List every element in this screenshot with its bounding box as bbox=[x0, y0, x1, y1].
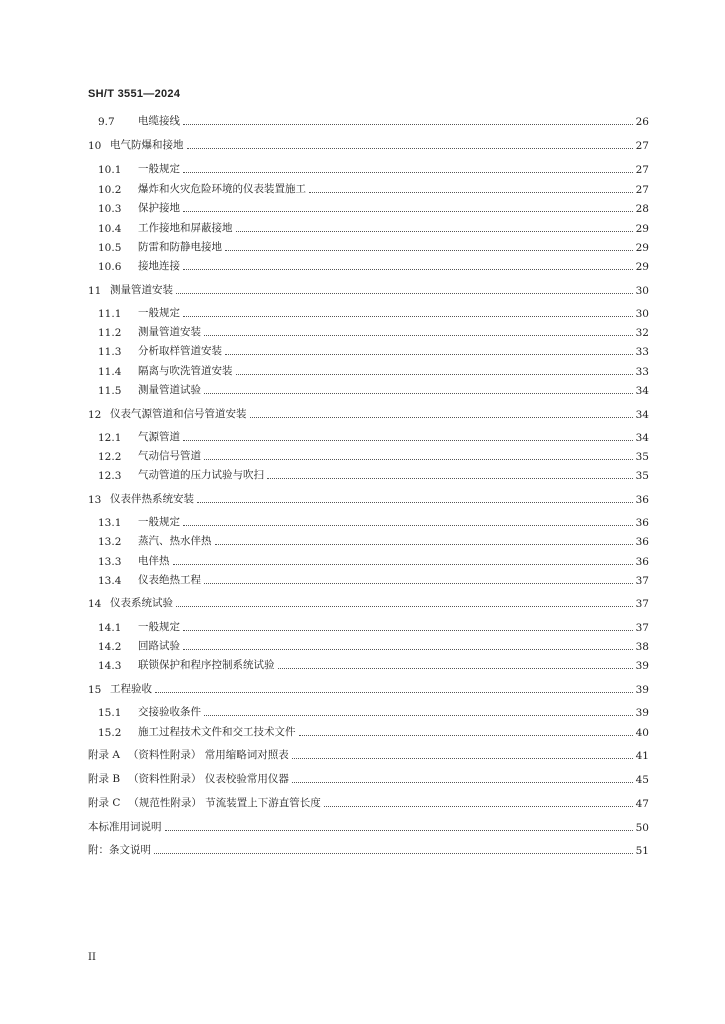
toc-entry-title: （规范性附录） 节流装置上下游直管长度 bbox=[128, 797, 321, 809]
toc-entry[interactable] bbox=[98, 447, 649, 463]
dot-leader bbox=[183, 315, 633, 317]
toc-entry-number: 10.3 bbox=[98, 203, 122, 215]
toc-entry-number: 11.1 bbox=[98, 308, 122, 320]
dot-leader bbox=[183, 171, 633, 173]
toc-entry[interactable] bbox=[98, 304, 649, 320]
toc-entry-title: 工程验收 bbox=[110, 683, 152, 695]
toc-entry-title: 气源管道 bbox=[138, 431, 180, 443]
toc-entry-title: 施工过程技术文件和交工技术文件 bbox=[138, 726, 296, 738]
toc-entry-title: 附：条文说明 bbox=[88, 844, 151, 856]
toc-entry-title: 电气防爆和接地 bbox=[110, 139, 184, 151]
dot-leader bbox=[176, 605, 633, 607]
toc-entry-title: 回路试验 bbox=[138, 640, 180, 652]
toc-entry-number: 11 bbox=[88, 285, 102, 297]
toc-entry-title: 隔离与吹洗管道安装 bbox=[138, 365, 233, 377]
toc-entry[interactable] bbox=[98, 112, 649, 128]
toc-entry-number: 12.1 bbox=[98, 432, 122, 444]
toc-entry-page: 30 bbox=[635, 285, 649, 297]
toc-entry-page: 27 bbox=[635, 164, 649, 176]
toc-entry-page: 29 bbox=[635, 261, 649, 273]
toc-entry-title: 交接验收条件 bbox=[138, 706, 201, 718]
toc-entry-number: 11.2 bbox=[98, 327, 122, 339]
toc-entry-number: 14.1 bbox=[98, 622, 122, 634]
toc-entry[interactable] bbox=[88, 841, 649, 857]
toc-entry-page: 34 bbox=[635, 409, 649, 421]
toc-entry-title: 测量管道试验 bbox=[138, 384, 201, 396]
toc-entry-title: 电伴热 bbox=[138, 555, 170, 567]
dot-leader bbox=[292, 757, 633, 759]
toc-entry-page: 35 bbox=[635, 451, 649, 463]
toc-entry-number: 13.1 bbox=[98, 517, 122, 529]
dot-leader bbox=[309, 191, 633, 193]
dot-leader bbox=[204, 334, 633, 336]
toc-entry-page: 30 bbox=[635, 308, 649, 320]
toc-entry-number: 14.3 bbox=[98, 660, 122, 672]
toc-entry-number: 12.3 bbox=[98, 470, 122, 482]
toc-entry-page: 39 bbox=[635, 660, 649, 672]
toc-entry-number: 10.4 bbox=[98, 223, 122, 235]
toc-entry[interactable] bbox=[98, 257, 649, 273]
toc-entry-title: 仪表气源管道和信号管道安装 bbox=[110, 408, 247, 420]
dot-leader bbox=[176, 292, 633, 294]
toc-entry-page: 38 bbox=[635, 641, 649, 653]
toc-entry-number: 15.2 bbox=[98, 727, 122, 739]
dot-leader bbox=[183, 629, 633, 631]
toc-entry[interactable] bbox=[98, 723, 649, 739]
dot-leader bbox=[183, 648, 633, 650]
toc-entry[interactable] bbox=[98, 199, 649, 215]
toc-entry-page: 34 bbox=[635, 385, 649, 397]
toc-entry-page: 37 bbox=[635, 598, 649, 610]
toc-entry-number: 10.6 bbox=[98, 261, 122, 273]
toc-entry[interactable] bbox=[98, 571, 649, 587]
toc-entry[interactable] bbox=[98, 618, 649, 634]
dot-leader bbox=[215, 543, 633, 545]
toc-entry-number: 9.7 bbox=[98, 116, 115, 128]
toc-entry-title: 保护接地 bbox=[138, 202, 180, 214]
toc-entry-title: 测量管道安装 bbox=[138, 326, 201, 338]
toc-entry-page: 32 bbox=[635, 327, 649, 339]
toc-entry-page: 50 bbox=[635, 822, 649, 834]
toc-entry-title: 气动信号管道 bbox=[138, 450, 201, 462]
toc-entry-page: 27 bbox=[635, 184, 649, 196]
toc-entry[interactable] bbox=[98, 342, 649, 358]
toc-entry-page: 39 bbox=[635, 684, 649, 696]
toc-entry[interactable] bbox=[88, 281, 649, 297]
toc-entry-page: 36 bbox=[635, 556, 649, 568]
toc-entry-title: 蒸汽、热水伴热 bbox=[138, 535, 212, 547]
toc-entry-title: （资料性附录） 常用缩略词对照表 bbox=[127, 749, 289, 761]
toc-entry-title: 仪表绝热工程 bbox=[138, 574, 201, 586]
toc-entry-title: 仪表系统试验 bbox=[110, 597, 173, 609]
toc-entry[interactable] bbox=[98, 362, 649, 378]
toc-entry[interactable] bbox=[88, 746, 649, 762]
toc-entry-title: 分析取样管道安装 bbox=[138, 345, 222, 357]
dot-leader bbox=[292, 781, 633, 783]
toc-entry-title: 一般规定 bbox=[138, 163, 180, 175]
toc-entry[interactable] bbox=[98, 637, 649, 653]
toc-entry[interactable] bbox=[98, 552, 649, 568]
toc-entry[interactable] bbox=[88, 818, 649, 834]
dot-leader bbox=[225, 353, 633, 355]
toc-entry-title: 工作接地和屏蔽接地 bbox=[138, 222, 233, 234]
toc-entry-page: 37 bbox=[635, 622, 649, 634]
dot-leader bbox=[183, 210, 633, 212]
toc-entry-title: 气动管道的压力试验与吹扫 bbox=[138, 469, 264, 481]
toc-entry-page: 40 bbox=[635, 727, 649, 739]
dot-leader bbox=[183, 268, 633, 270]
toc-entry-page: 27 bbox=[635, 140, 649, 152]
toc-entry[interactable] bbox=[88, 490, 649, 506]
toc-entry[interactable] bbox=[98, 428, 649, 444]
toc-entry[interactable] bbox=[98, 238, 649, 254]
toc-entry-title: 测量管道安装 bbox=[110, 284, 173, 296]
dot-leader bbox=[183, 439, 633, 441]
toc-entry-title: 爆炸和火灾危险环境的仪表装置施工 bbox=[138, 183, 306, 195]
toc-entry-page: 36 bbox=[635, 517, 649, 529]
toc-entry-page: 36 bbox=[635, 536, 649, 548]
dot-leader bbox=[267, 477, 633, 479]
toc-entry-number: 10.1 bbox=[98, 164, 122, 176]
toc-entry-number: 14 bbox=[88, 598, 102, 610]
dot-leader bbox=[250, 416, 633, 418]
dot-leader bbox=[225, 249, 633, 251]
dot-leader bbox=[183, 524, 633, 526]
toc-entry-page: 28 bbox=[635, 203, 649, 215]
toc-entry-title: 一般规定 bbox=[138, 621, 180, 633]
toc-entry-page: 33 bbox=[635, 346, 649, 358]
toc-entry-title: 防雷和防静电接地 bbox=[138, 241, 222, 253]
dot-leader bbox=[236, 230, 633, 232]
toc-entry-page: 35 bbox=[635, 470, 649, 482]
toc-entry[interactable] bbox=[98, 180, 649, 196]
toc-entry-title: 本标准用词说明 bbox=[88, 821, 162, 833]
toc-entry[interactable] bbox=[98, 323, 649, 339]
dot-leader bbox=[236, 373, 633, 375]
toc-entry-page: 29 bbox=[635, 223, 649, 235]
dot-leader bbox=[204, 714, 633, 716]
toc-entry-page: 41 bbox=[635, 750, 649, 762]
toc-entry-title: 一般规定 bbox=[138, 307, 180, 319]
dot-leader bbox=[155, 691, 633, 693]
toc-entry-number: 10.2 bbox=[98, 184, 122, 196]
toc-entry-page: 47 bbox=[635, 798, 649, 810]
dot-leader bbox=[187, 147, 633, 149]
toc-entry-number: 15.1 bbox=[98, 707, 122, 719]
toc-entry-title: 一般规定 bbox=[138, 516, 180, 528]
toc-entry[interactable] bbox=[88, 794, 649, 810]
toc-entry[interactable] bbox=[98, 219, 649, 235]
toc-entry[interactable] bbox=[98, 532, 649, 548]
toc-entry[interactable] bbox=[88, 680, 649, 696]
toc-entry[interactable] bbox=[88, 594, 649, 610]
toc-entry-title: 电缆接线 bbox=[138, 115, 180, 127]
dot-leader bbox=[324, 805, 633, 807]
dot-leader bbox=[204, 458, 633, 460]
toc-entry[interactable] bbox=[98, 466, 649, 482]
toc-entry-page: 37 bbox=[635, 575, 649, 587]
toc-entry-page: 39 bbox=[635, 707, 649, 719]
dot-leader bbox=[154, 852, 633, 854]
toc-entry-title: 接地连接 bbox=[138, 260, 180, 272]
dot-leader bbox=[173, 563, 633, 565]
toc-entry[interactable] bbox=[88, 405, 649, 421]
toc-entry-number: 10.5 bbox=[98, 242, 122, 254]
toc-entry-title: （资料性附录） 仪表校验常用仪器 bbox=[128, 773, 289, 785]
toc-entry[interactable] bbox=[88, 136, 649, 152]
dot-leader bbox=[183, 123, 633, 125]
toc-entry-page: 26 bbox=[635, 116, 649, 128]
dot-leader bbox=[165, 829, 633, 831]
toc-entry-page: 51 bbox=[635, 845, 649, 857]
toc-entry-number: 10 bbox=[88, 140, 102, 152]
toc-entry-number: 附录 A bbox=[88, 749, 120, 761]
toc-entry-number: 11.4 bbox=[98, 366, 122, 378]
toc-entry-number: 11.5 bbox=[98, 385, 122, 397]
toc-entry-page: 29 bbox=[635, 242, 649, 254]
toc-entry-number: 13.4 bbox=[98, 575, 122, 587]
toc-entry-title: 联锁保护和程序控制系统试验 bbox=[138, 659, 275, 671]
toc-entry-number: 11.3 bbox=[98, 346, 122, 358]
toc-entry[interactable] bbox=[98, 513, 649, 529]
toc-entry[interactable] bbox=[98, 703, 649, 719]
toc-entry[interactable] bbox=[98, 656, 649, 672]
toc-entry-page: 36 bbox=[635, 494, 649, 506]
dot-leader bbox=[299, 734, 633, 736]
toc-entry-number: 13.3 bbox=[98, 556, 122, 568]
dot-leader bbox=[204, 392, 633, 394]
toc-entry-number: 附录 C bbox=[88, 797, 121, 809]
toc-entry[interactable] bbox=[98, 381, 649, 397]
toc-entry-number: 12 bbox=[88, 409, 102, 421]
dot-leader bbox=[204, 582, 633, 584]
page-number-footer: II bbox=[88, 952, 96, 963]
dot-leader bbox=[278, 667, 633, 669]
toc-entry-number: 附录 B bbox=[88, 773, 121, 785]
toc-entry-page: 34 bbox=[635, 432, 649, 444]
toc-entry[interactable] bbox=[88, 770, 649, 786]
toc-entry-number: 14.2 bbox=[98, 641, 122, 653]
dot-leader bbox=[197, 501, 633, 503]
toc-entry-page: 45 bbox=[635, 774, 649, 786]
toc-entry[interactable] bbox=[98, 160, 649, 176]
toc-entry-number: 13.2 bbox=[98, 536, 122, 548]
toc-entry-number: 13 bbox=[88, 494, 102, 506]
toc-entry-number: 15 bbox=[88, 684, 102, 696]
standard-code-header: SH/T 3551—2024 bbox=[88, 88, 181, 100]
toc-entry-page: 33 bbox=[635, 366, 649, 378]
toc-entry-number: 12.2 bbox=[98, 451, 122, 463]
toc-entry-title: 仪表伴热系统安装 bbox=[110, 493, 194, 505]
